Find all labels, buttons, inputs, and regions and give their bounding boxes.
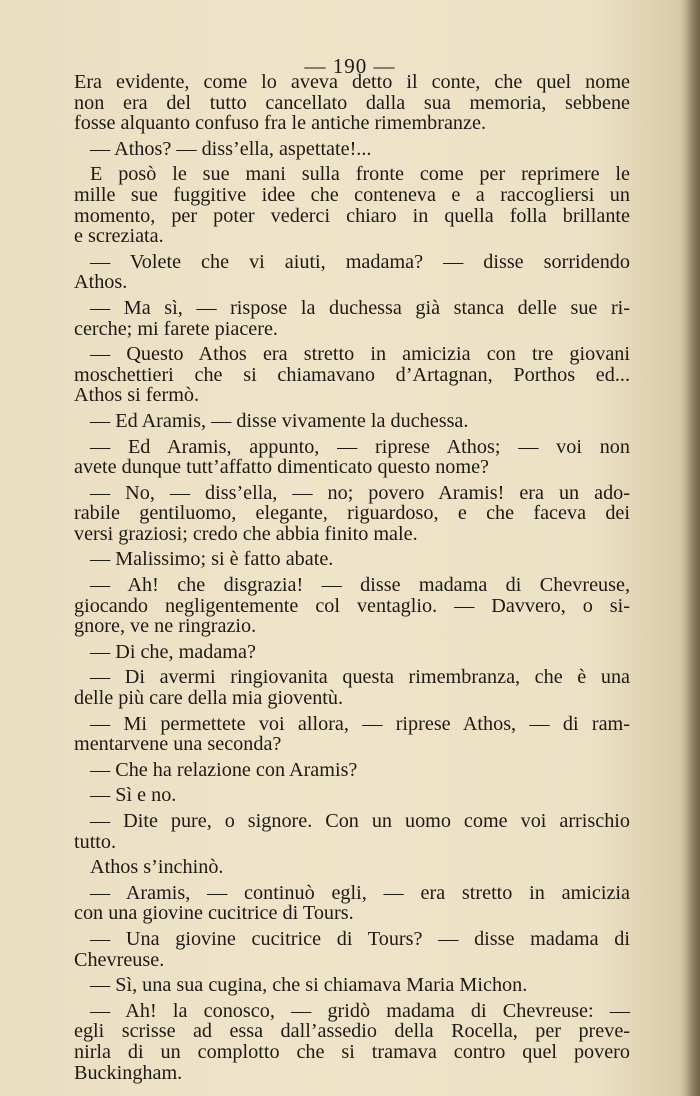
text-line: — Una giovine cucitrice di Tours? — disse madama di: [90, 927, 630, 950]
text-line: Athos si fermò.: [74, 384, 200, 407]
paragraph: [74, 667, 630, 708]
page-edge-shadow: [686, 0, 700, 1096]
text-line: — Ah! la conosco, — gridò madama di Chevreuse: —: [90, 999, 630, 1022]
text-line: — Volete che vi aiuti, madama? — disse sorridendo: [90, 250, 630, 273]
text-line: cerche; mi farete piacere.: [74, 317, 278, 340]
text-line: delle più care della mia gioventù.: [74, 687, 344, 710]
text-line: Chevreuse.: [74, 948, 165, 971]
text-line: con una giovine cucitrice di Tours.: [74, 902, 354, 925]
text-line: — Athos? — diss’ella, aspettate!...: [90, 137, 372, 160]
text-line: — No, — diss’ella, — no; povero Aramis! era un ado-: [90, 481, 630, 504]
text-line: — Malissimo; si è fatto abate.: [90, 548, 334, 571]
paragraph: [74, 811, 630, 852]
text-line: — Di che, madama?: [90, 640, 256, 663]
text-line: mentarvene una seconda?: [74, 733, 282, 756]
paragraph: [74, 1001, 630, 1083]
page-text: [74, 72, 630, 1083]
text-line: momento, per poter vederci chiaro in quella folla brillante: [74, 204, 630, 227]
paragraph: [74, 252, 630, 293]
text-line: e screziata.: [74, 225, 164, 248]
paragraph: [74, 549, 630, 570]
text-line: — Che ha relazione con Aramis?: [90, 758, 358, 781]
paragraph: [74, 437, 630, 478]
paragraph: [74, 164, 630, 246]
paragraph: [74, 411, 630, 432]
text-line: — Ma sì, — rispose la duchessa già stanca delle sue ri-: [90, 296, 630, 319]
paragraph: [74, 760, 630, 781]
text-line: egli scrisse ad essa dall’assedio della Rocella, per preve-: [74, 1020, 630, 1043]
paragraph: [74, 344, 630, 406]
text-line: versi graziosi; credo che abbia finito male.: [74, 522, 418, 545]
text-line: — Dite pure, o signore. Con un uomo come voi arrischio: [90, 810, 630, 832]
paragraph: [74, 714, 630, 755]
text-line: — Sì, una sua cugina, che si chiamava Maria Michon.: [90, 974, 528, 997]
text-line: — Questo Athos era stretto in amicizia con tre giovani: [90, 343, 630, 366]
text-line: tutto.: [74, 830, 117, 853]
paragraph: [74, 785, 630, 806]
paragraph: [74, 483, 630, 545]
text-line: gnore, ve ne ringrazio.: [74, 615, 257, 638]
paragraph: [74, 929, 630, 970]
text-line: non era del tutto cancellato dalla sua memoria, sebbene: [74, 91, 630, 114]
paragraph: [74, 72, 630, 134]
text-line: — Ed Aramis, appunto, — riprese Athos; — voi non: [90, 435, 630, 458]
text-line: — Mi permettete voi allora, — riprese Athos, — di ram-: [90, 712, 630, 735]
text-line: Era evidente, come lo aveva detto il conte, che quel nome: [74, 71, 630, 93]
text-line: mille sue fuggitive idee che conteneva e a raccogliersi un: [74, 183, 630, 206]
text-line: avete dunque tutt’affatto dimenticato questo nome?: [74, 456, 490, 479]
text-line: — Di avermi ringiovanita questa rimembranza, che è una: [90, 666, 630, 689]
paragraph: [74, 139, 630, 160]
text-line: giocando negligentemente col ventaglio. — Davvero, o si-: [74, 594, 630, 617]
text-line: nirla di un complotto che si tramava contro quel povero: [74, 1040, 630, 1063]
paragraph: [74, 642, 630, 663]
text-line: — Aramis, — continuò egli, — era stretto in amicizia: [90, 881, 630, 904]
text-line: Athos.: [74, 271, 128, 294]
text-line: E posò le sue mani sulla fronte come per reprimere le: [90, 163, 630, 186]
paragraph: [74, 975, 630, 996]
paragraph: [74, 857, 630, 878]
text-line: fosse alquanto confuso fra le antiche rimembranze.: [74, 112, 486, 135]
page-number: — 190 —: [304, 54, 396, 78]
paragraph: [74, 298, 630, 339]
paragraph: [74, 883, 630, 924]
paragraph: [74, 575, 630, 637]
text-line: — Sì e no.: [90, 784, 177, 807]
text-line: — Ed Aramis, — disse vivamente la duchessa.: [90, 409, 469, 432]
text-line: — Ah! che disgrazia! — disse madama di Chevreuse,: [90, 574, 630, 597]
text-line: Athos s’inchinò.: [90, 856, 224, 879]
text-line: moschettieri che si chiamavano d’Artagnan, Porthos ed...: [74, 363, 630, 386]
text-line: rabile gentiluomo, elegante, riguardoso, e che faceva dei: [74, 502, 630, 525]
text-line: Buckingham.: [74, 1061, 183, 1084]
